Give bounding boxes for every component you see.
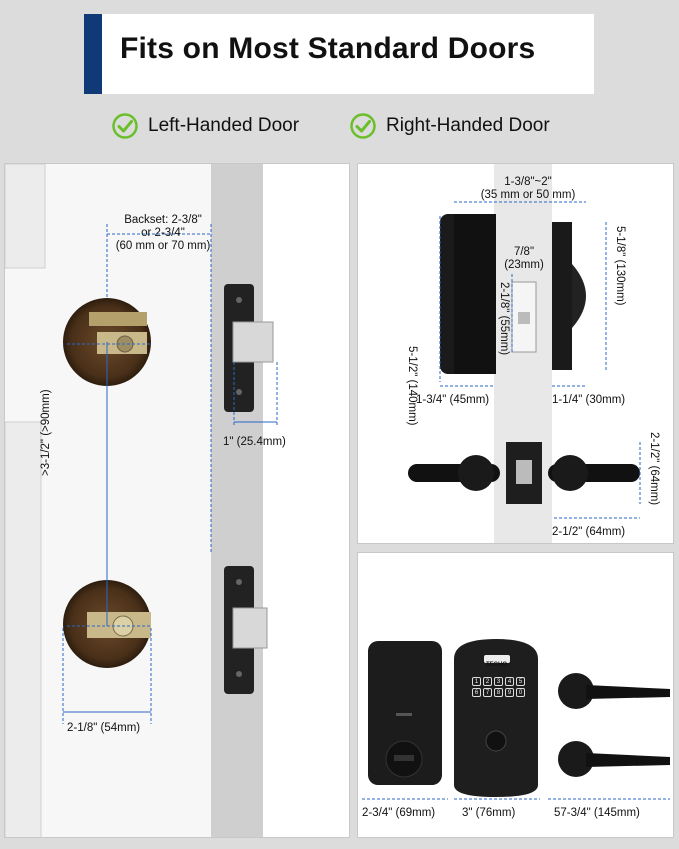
page-title: Fits on Most Standard Doors: [120, 32, 536, 65]
door-prep-illustration: [5, 164, 350, 838]
compat-right-label: Right-Handed Door: [386, 115, 550, 136]
keypad-key: 0: [516, 688, 525, 697]
latch-face-line2: (23mm): [504, 259, 544, 271]
keypad-key: 1: [472, 677, 481, 686]
keypad-key: 2: [483, 677, 492, 686]
latch-face-line1: 7/8": [513, 246, 535, 258]
door-thickness-label: [478, 176, 578, 202]
keypad-key: 5: [516, 677, 525, 686]
keypad-key: 6: [472, 688, 481, 697]
interior-depth-label: 1-1/4" (30mm): [552, 394, 626, 406]
compat-right: [350, 112, 550, 140]
header-accent-bar: [84, 14, 102, 94]
door-thickness-line1: 1-3/8"~2": [504, 176, 552, 188]
backset-line1: Backset: 2-3/8": [124, 214, 202, 226]
check-circle-icon: [112, 113, 138, 139]
keypad-key: 7: [483, 688, 492, 697]
brand-label: TECHO: [486, 662, 507, 668]
latch-face-label: [504, 246, 544, 272]
backset-line2: or 2-3/4": [141, 227, 185, 239]
header-banner: [84, 14, 594, 94]
door-thickness-line2: (35 mm or 50 mm): [480, 189, 576, 201]
keypad: [472, 677, 524, 697]
hole-diameter-label: 2-1/8" (54mm): [67, 722, 141, 734]
product-widths-panel: [357, 552, 674, 838]
hole-spacing-label: >3-1/2" (>90mm): [40, 389, 52, 476]
exterior-depth-label: 1-3/4" (45mm): [416, 394, 490, 406]
latch-height-label: 2-1/8" (55mm): [498, 282, 510, 356]
keypad-key: 9: [505, 688, 514, 697]
keypad-key: 8: [494, 688, 503, 697]
keypad-key: 3: [494, 677, 503, 686]
door-prep-panel: [4, 163, 350, 838]
compat-left: [112, 112, 299, 140]
width-lever-label: 57-3/4" (145mm): [554, 807, 640, 819]
lever-height-label: 2-1/2" (64mm): [648, 432, 660, 506]
interior-height-label: 5-1/8" (130mm): [614, 226, 626, 306]
width-interior-label: 2-3/4" (69mm): [362, 807, 436, 819]
backset-label: [103, 214, 223, 253]
side-view-panel: [357, 163, 674, 544]
latch-width-label: 1" (25.4mm): [223, 436, 286, 448]
width-keypad-label: 3" (76mm): [462, 807, 516, 819]
check-circle-icon: [350, 113, 376, 139]
exterior-height-label: 5-1/2" (140mm): [406, 346, 418, 426]
keypad-key: 4: [505, 677, 514, 686]
lever-length-label: 2-1/2" (64mm): [552, 526, 626, 538]
backset-line3: (60 mm or 70 mm): [115, 240, 211, 252]
compat-left-label: Left-Handed Door: [148, 115, 300, 136]
